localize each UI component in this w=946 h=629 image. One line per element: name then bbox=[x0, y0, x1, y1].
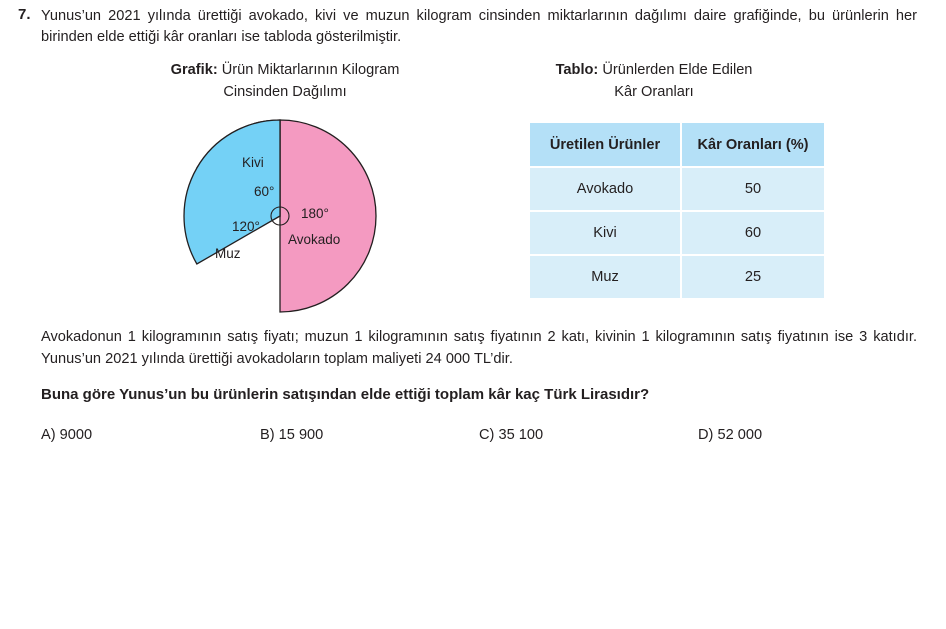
question-intro: Yunus’un 2021 yılında ürettiği avokado, kivi ve muzun kilogram cinsinden miktarlarının dağılımı daire grafiğinde, bu ürünlerin her birinden elde ettiği kâr oranları ise tabloda gösterilmiştir. bbox=[41, 8, 917, 45]
table-title-label: Tablo: bbox=[555, 62, 599, 78]
table-cell-product: Avokado bbox=[529, 167, 681, 211]
chart-title-line1: Ürün Miktarlarının Kilogram bbox=[217, 62, 400, 78]
option-letter: A) bbox=[41, 427, 56, 443]
table-row bbox=[529, 211, 825, 255]
question-number: 7. bbox=[18, 6, 31, 23]
option-a[interactable] bbox=[41, 427, 92, 443]
slice-angle-label-avokado: 180° bbox=[301, 206, 329, 221]
option-d[interactable] bbox=[698, 427, 762, 443]
table-cell-rate: 60 bbox=[681, 211, 825, 255]
option-value: 52 000 bbox=[717, 427, 763, 443]
table-title-line2: Kâr Oranları bbox=[614, 84, 694, 100]
table-header-row bbox=[529, 122, 825, 167]
table-title-line1: Ürünlerden Elde Edilen bbox=[598, 62, 753, 78]
option-letter: B) bbox=[260, 427, 275, 443]
table-cell-rate: 25 bbox=[681, 255, 825, 299]
option-value: 15 900 bbox=[278, 427, 324, 443]
option-b[interactable] bbox=[260, 427, 323, 443]
question-paragraph: Avokadonun 1 kilogramının satış fiyatı; muzun 1 kilogramının satış fiyatının 2 katı, kivinin 1 kilogramının satış fiyatının ise 3 katıdır. Yunus’un 2021 yılında ürettiği avokadoların toplam maliyeti 24 000 TL’dir. bbox=[41, 329, 917, 367]
chart-title-line2: Cinsinden Dağılımı bbox=[223, 84, 347, 100]
table-cell-product: Muz bbox=[529, 255, 681, 299]
slice-angle-label-kivi: 60° bbox=[254, 184, 275, 199]
table-row bbox=[529, 255, 825, 299]
slice-label-kivi: Kivi bbox=[242, 155, 264, 170]
slice-angle-label-muz: 120° bbox=[232, 219, 260, 234]
option-value: 9000 bbox=[59, 427, 93, 443]
slice-label-muz: Muz bbox=[215, 246, 241, 261]
table-row bbox=[529, 167, 825, 211]
profit-table bbox=[528, 121, 826, 300]
option-c[interactable] bbox=[479, 427, 543, 443]
slice-label-avokado: Avokado bbox=[288, 232, 341, 247]
table-cell-rate: 50 bbox=[681, 167, 825, 211]
chart-title-label: Grafik: bbox=[170, 62, 218, 78]
option-value: 35 100 bbox=[498, 427, 544, 443]
question-prompt: Buna göre Yunus’un bu ürünlerin satışından elde ettiği toplam kâr kaç Türk Lirasıdır? bbox=[41, 386, 650, 403]
table-header-rate: Kâr Oranları (%) bbox=[681, 122, 825, 167]
option-letter: D) bbox=[698, 427, 714, 443]
option-letter: C) bbox=[479, 427, 495, 443]
table-header-product: Üretilen Ürünler bbox=[529, 122, 681, 167]
table-cell-product: Kivi bbox=[529, 211, 681, 255]
